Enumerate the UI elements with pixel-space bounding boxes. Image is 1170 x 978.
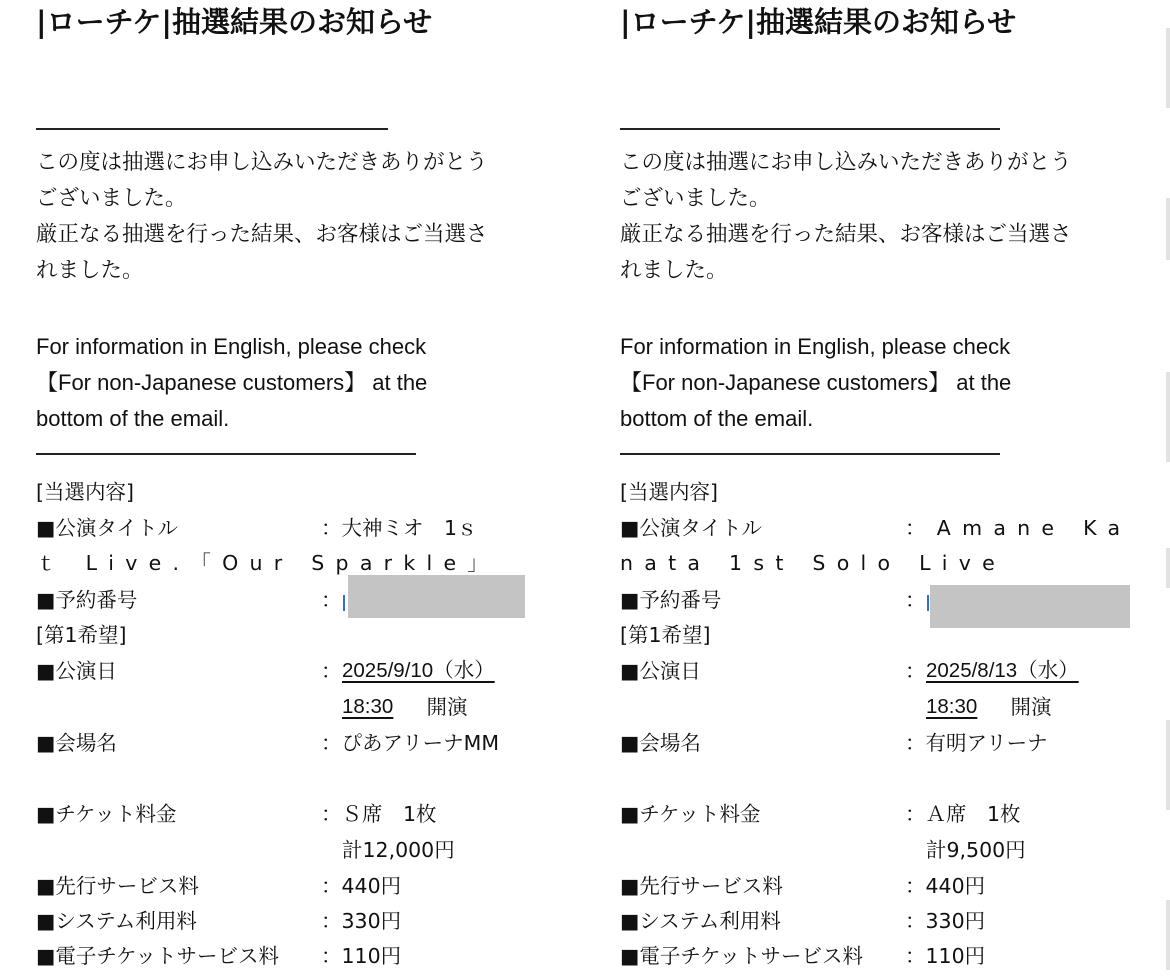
performance-title-value: ：Amane Ka [905, 516, 1132, 540]
message-line: 【For non-Japanese customers】 at the [36, 370, 428, 395]
ticket-total-value: 計12,000円 [342, 838, 455, 862]
performance-date-label: ■公演日 [620, 659, 701, 683]
message-line: ございました。 [36, 186, 187, 211]
message-line: bottom of the email. [620, 406, 814, 431]
system-fee-value: ：330円 [905, 909, 986, 933]
edge-mark [1166, 372, 1170, 462]
system-fee-value: ：330円 [321, 909, 402, 933]
system-fee-label: ■システム利用料 [36, 909, 197, 933]
email-panel-right: |ローチケ|抽選結果のお知らせ この度は抽選にお申し込みいただきありがとう ございました。 厳正なる抽選を行った結果、お客様はご当選さ れました。 For information in English, please check 【For non-Japanese customers】 at the bottom of the email. [当選内容] ■公演タイトル ：Amane Ka nata 1st Solo Live ■予約番号 ： [第1希望] ■公演日 ： 2025/8/13（水） 18:30 開演 ■会場名 ：有明アリーナ ■チケット料金 ：Ａ席 1枚 計9,500円 ■先行サービス料 ：440円 ■システム利用料 ：330円 ■電子チケットサービス料 ：110円 [620, 0, 1140, 978]
edge-mark [1166, 548, 1170, 588]
message-japanese [620, 145, 1072, 289]
performance-date-link[interactable]: 2025/8/13（水） [926, 659, 1079, 682]
message-line: ございました。 [620, 186, 771, 211]
link-fragment[interactable] [343, 595, 345, 611]
presale-fee-label: ■先行サービス料 [620, 874, 783, 898]
performance-title-label: ■公演タイトル [36, 516, 178, 540]
reservation-number-label: ■予約番号 [620, 588, 722, 612]
performance-time-suffix: 開演 [990, 695, 1052, 719]
email-title: |ローチケ|抽選結果のお知らせ [620, 5, 1017, 39]
redacted-reservation-number [348, 575, 525, 618]
reservation-number-value[interactable]: ： [905, 588, 926, 612]
ticket-price-value: ：Ｓ席 1枚 [321, 802, 437, 826]
presale-fee-value: ：440円 [905, 874, 986, 898]
venue-label: ■会場名 [36, 731, 117, 755]
system-fee-label: ■システム利用料 [620, 909, 781, 933]
divider [36, 128, 388, 130]
email-panel-left: |ローチケ|抽選結果のお知らせ この度は抽選にお申し込みいただきありがとう ございました。 厳正なる抽選を行った結果、お客様はご当選さ れました。 For information in English, please check 【For non-Japanese customers】 at the bottom of the email. [当選内容] ■公演タイトル ：大神ミオ 1ｓ ｔ Live.「Our Sparkle」 ■予約番号 ： [第1希望] ■公演日 ： 2025/9/10（水） 18:30 開演 ■会場名 ：ぴあアリーナMM ■チケット料金 ：Ｓ席 1枚 計12,000円 ■先行サービス料 ：440円 ■システム利用料 ：330円 ■電子チケットサービス料 ：110円 [36, 0, 556, 978]
edge-mark [1166, 28, 1170, 108]
date-colon: ： [905, 659, 926, 683]
venue-value: ：有明アリーナ [905, 731, 1048, 755]
message-line: この度は抽選にお申し込みいただきありがとう [36, 150, 488, 175]
message-line: bottom of the email. [36, 406, 230, 431]
message-line: For information in English, please check [36, 334, 427, 359]
performance-title-label: ■公演タイトル [620, 516, 762, 540]
ticket-price-label: ■チケット料金 [620, 802, 761, 826]
performance-time-suffix: 開演 [406, 695, 468, 719]
ticket-price-value: ：Ａ席 1枚 [905, 802, 1021, 826]
message-line: この度は抽選にお申し込みいただきありがとう [620, 150, 1072, 175]
eticket-fee-value: ：110円 [321, 944, 402, 968]
redacted-reservation-number [930, 585, 1130, 628]
eticket-fee-label: ■電子チケットサービス料 [36, 944, 280, 968]
venue-value: ：ぴあアリーナMM [321, 731, 500, 755]
edge-mark [1166, 900, 1170, 970]
divider [620, 453, 1000, 455]
performance-date-label: ■公演日 [36, 659, 117, 683]
message-japanese [36, 145, 488, 289]
presale-fee-value: ：440円 [321, 874, 402, 898]
message-line: れました。 [620, 258, 728, 283]
ticket-total-value: 計9,500円 [926, 838, 1026, 862]
performance-time-link[interactable]: 18:30 [926, 695, 978, 718]
message-line: 厳正なる抽選を行った結果、お客様はご当選さ [36, 222, 488, 247]
eticket-fee-value: ：110円 [905, 944, 986, 968]
message-line: 【For non-Japanese customers】 at the [620, 370, 1012, 395]
performance-time-link[interactable]: 18:30 [342, 695, 394, 718]
message-line: For information in English, please check [620, 334, 1011, 359]
message-line: れました。 [36, 258, 144, 283]
email-title: |ローチケ|抽選結果のお知らせ [36, 5, 433, 39]
edge-mark [1166, 720, 1170, 810]
performance-title-value: ：大神ミオ 1ｓ [321, 516, 478, 540]
divider [620, 128, 1000, 130]
reservation-number-value[interactable]: ： [321, 588, 342, 612]
performance-date-link[interactable]: 2025/9/10（水） [342, 659, 495, 682]
venue-label: ■会場名 [620, 731, 701, 755]
message-english [36, 329, 427, 437]
divider [36, 453, 416, 455]
message-line: 厳正なる抽選を行った結果、お客様はご当選さ [620, 222, 1072, 247]
presale-fee-label: ■先行サービス料 [36, 874, 199, 898]
edge-mark [1166, 198, 1170, 260]
eticket-fee-label: ■電子チケットサービス料 [620, 944, 864, 968]
ticket-price-label: ■チケット料金 [36, 802, 177, 826]
link-fragment[interactable] [927, 595, 929, 611]
message-english [620, 329, 1011, 437]
date-colon: ： [321, 659, 342, 683]
reservation-number-label: ■予約番号 [36, 588, 138, 612]
